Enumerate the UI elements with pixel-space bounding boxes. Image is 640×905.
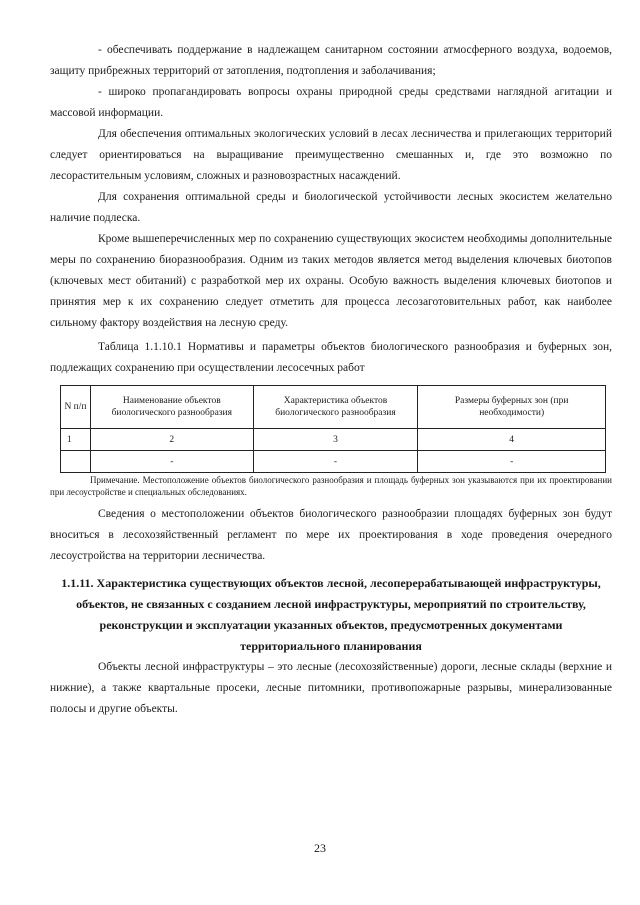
table-caption: Таблица 1.1.10.1 Нормативы и параметры объектов биологического разнообразия и буферных зон, подлежащих сохранению при осуществлении лесосечных работ	[50, 341, 612, 374]
header-object-name: Наименование объектов биологического разнообразия	[90, 386, 253, 429]
table-cell: 4	[418, 429, 606, 451]
table-cell	[61, 451, 91, 473]
paragraph-air-water-protection: - обеспечивать поддержание в надлежащем санитарном состоянии атмосферного воздуха, водоемов, защиту прибрежных территорий от затопления, подтопления и заболачивания;	[50, 44, 612, 77]
biodiversity-table	[60, 385, 606, 473]
table-cell: -	[418, 451, 606, 473]
header-buffer-zone-size: Размеры буферных зон (при необходимости)	[418, 386, 606, 429]
table-cell: 1	[61, 429, 91, 451]
header-number: N п/п	[61, 386, 91, 429]
header-object-characteristic: Характеристика объектов биологического разнообразия	[253, 386, 418, 429]
paragraph-key-biotopes: Кроме вышеперечисленных мер по сохранению существующих экосистем необходимы дополнительные меры по сохранению биоразнообразия. Одним из таких методов является метод выделения ключевых биотопов (ключевых мест обитаний) с разработкой мер их охраны. Особую важность выделения ключевых биотопов и принятия мер к их сохранению следует отметить для процесса лесозаготовительных работ, как наиболее сильному фактору воздействия на лесную среду.	[50, 233, 612, 329]
table-row	[61, 451, 606, 473]
paragraph-undergrowth: Для сохранения оптимальной среды и биологической устойчивости лесных экосистем желательно наличие подлеска.	[50, 191, 612, 224]
table-cell: -	[90, 451, 253, 473]
page-number: 23	[314, 841, 326, 855]
paragraph-buffer-zones: Сведения о местоположении объектов биологического разнообразии площадях буферных зон будут вноситься в лесохозяйственный регламент по мере их проектирования в ходе проведения очередного лесоустройства на территории лесничества.	[50, 508, 612, 562]
paragraph-propaganda: - широко пропагандировать вопросы охраны природной среды средствами наглядной агитации и массовой информации.	[50, 86, 612, 119]
table-row	[61, 429, 606, 451]
table-cell: 2	[90, 429, 253, 451]
table-header-row	[61, 386, 606, 429]
paragraph-mixed-stands: Для обеспечения оптимальных экологических условий в лесах лесничества и прилегающих территорий следует ориентироваться на выращивание преимущественно смешанных и, где это возможно по лесорастительным условиям, сложных и разновозрастных насаждений.	[50, 128, 612, 182]
table-cell: 3	[253, 429, 418, 451]
section-heading: 1.1.11. Характеристика существующих объектов лесной, лесоперерабатывающей инфраструктуры, объектов, не связанных с созданием лесной инфраструктуры, мероприятий по строительству, реконструкции и эксплуатации указанных объектов, предусмотренных документами территориального планирования	[61, 576, 601, 653]
table-cell: -	[253, 451, 418, 473]
paragraph-forest-infrastructure: Объекты лесной инфраструктуры – это лесные (лесохозяйственные) дороги, лесные склады (верхние и нижние), а также квартальные просеки, лесные питомники, противопожарные разрывы, минерализованные полосы и другие объекты.	[50, 661, 612, 715]
table-note: Примечание. Местоположение объектов биологического разнообразия и площадь буферных зон указываются при их проектировании при лесоустройстве и специальных обследованиях.	[50, 475, 612, 497]
